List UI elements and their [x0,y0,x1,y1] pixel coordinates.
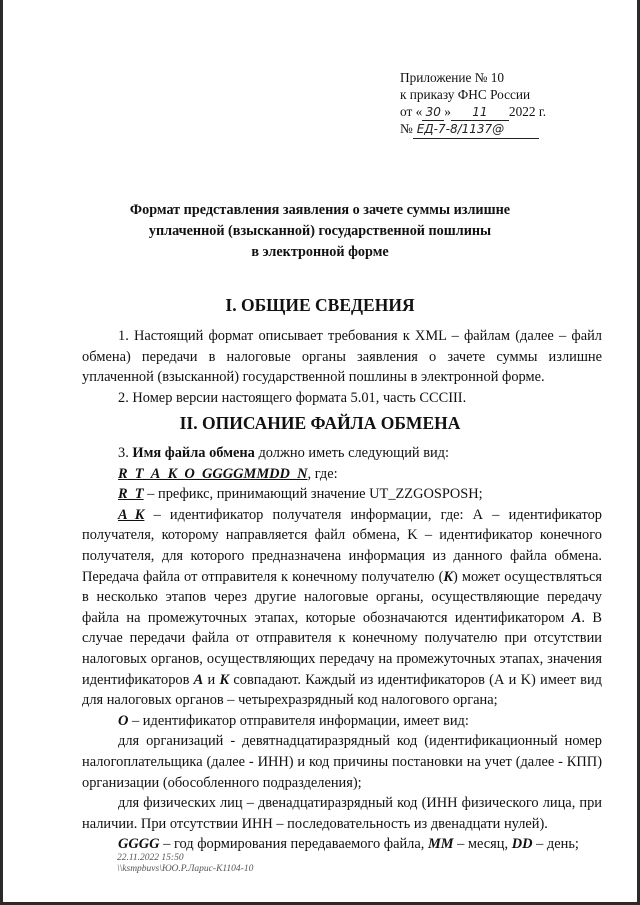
number-value: ЕД-7-8/1137@ [413,121,539,139]
date-day: 30 [422,104,444,122]
date-definition [82,834,602,855]
paragraph-3 [82,443,602,464]
number-prefix: № [400,121,413,137]
footer-line-1: 22.11.2022 15:50 [117,853,184,863]
p3-num: 3. [118,445,129,461]
ak-and: и [207,671,216,688]
appendix-line-2: к приказу ФНС России [400,86,531,102]
p3-rest: должно иметь следующий вид: [258,445,450,461]
title-line-3: в электронной форме [251,244,389,260]
appendix-line-1: Приложение № 10 [400,70,504,85]
date-prefix: от « [400,103,423,119]
section-2-heading: II. ОПИСАНИЕ ФАЙЛА ОБМЕНА [179,413,461,433]
ak-definition [82,505,602,711]
ak-text-4: совпадают. Каждый из идентификаторов (А и K) имеет вид для налоговых органов – четырехразрядный код налогового органа; [82,671,602,709]
o-text: – идентификатор отправителя информации, имеет вид: [132,712,469,729]
pattern-rest: , где: [307,465,338,482]
paragraph-2: 2. Номер версии настоящего формата 5.01, часть CCCIII. [118,389,467,406]
file-name-pattern [82,464,602,485]
ak-k1: K [443,568,453,585]
appendix-block [400,70,546,139]
ak-text-1: – идентификатор получателя информации, где: А – идентификатор получателя, которому направляется файл обмена, K – идентификатор конечного получателя, для которого предназначена информация из данного файла обмена. Передача файла от отправителя к конечному получателю ( [82,506,602,585]
o-code: O [118,712,129,729]
pattern-code: R_T_A_K_O_GGGGMMDD_N [118,465,308,482]
footer-line-2: \\ksmpbuvs\ЮО.Р.Ларис-К1104-10 [117,864,254,874]
section-1-text [82,326,602,408]
mm-text: – месяц, [457,836,509,853]
appendix-number [400,121,546,139]
rt-definition [82,484,602,505]
org-definition: для организаций - девятнадцатиразрядный код (идентификационный номер налогоплательщика (далее - ИНН) и код причины постановки на учет (далее - КПП) организации (обособленного подразделения); [82,733,602,791]
section-1-heading: I. ОБЩИЕ СВЕДЕНИЯ [225,295,415,315]
fl-definition: для физических лиц – двенадцатиразрядный код (ИНН физического лица, при наличии. При отсутствии ИНН – последовательность из двенадцати нулей). [82,795,602,832]
date-mid: » [444,103,451,119]
date-year: 2022 г. [508,103,547,119]
paragraph-1: 1. Настоящий формат описывает требования к XML – файлам (далее – файл обмена) передачи в налоговые органы заявления о зачете суммы излишне уплаченной (взысканной) государственной пошлины в электронной форме. [82,328,602,386]
dd-code: DD [511,836,533,853]
ak-text-2: ) может осуществляться в несколько этапов через другие налоговые органы, осуществляющие передачу файла на промежуточных этапах, которые обозначаются идентификатором [82,568,602,626]
date-month: 11 [451,104,509,122]
scan-border-left [0,0,3,905]
appendix-date [400,104,546,122]
dd-text: – день; [536,836,579,853]
rt-text: – префикс, принимающий значение UT_ZZGOSPOSH; [147,486,483,503]
rt-code: R_T [118,486,144,503]
ak-k2: K [219,671,230,688]
ak-text-3: . В случае передачи файла от отправителя к конечному получателю при отсутствии налоговых органов, осуществляющих передачу на промежуточных этапах, значения идентификаторов [82,609,602,688]
o-definition [82,711,602,732]
print-footer [117,853,253,875]
title-line-1: Формат представления заявления о зачете суммы излишне [129,202,511,218]
document-title [95,200,545,263]
ak-a1: А [571,609,582,626]
section-2-text [82,443,602,855]
title-line-2: уплаченной (взысканной) государственной пошлины [148,223,492,239]
gggg-text: – год формирования передаваемого файла, [163,836,425,853]
p3-bold: Имя файла обмена [132,445,255,461]
ak-code: A_K [118,506,145,523]
gggg-code: GGGG [118,836,160,853]
ak-a2: А [193,671,204,688]
mm-code: MM [427,836,454,853]
